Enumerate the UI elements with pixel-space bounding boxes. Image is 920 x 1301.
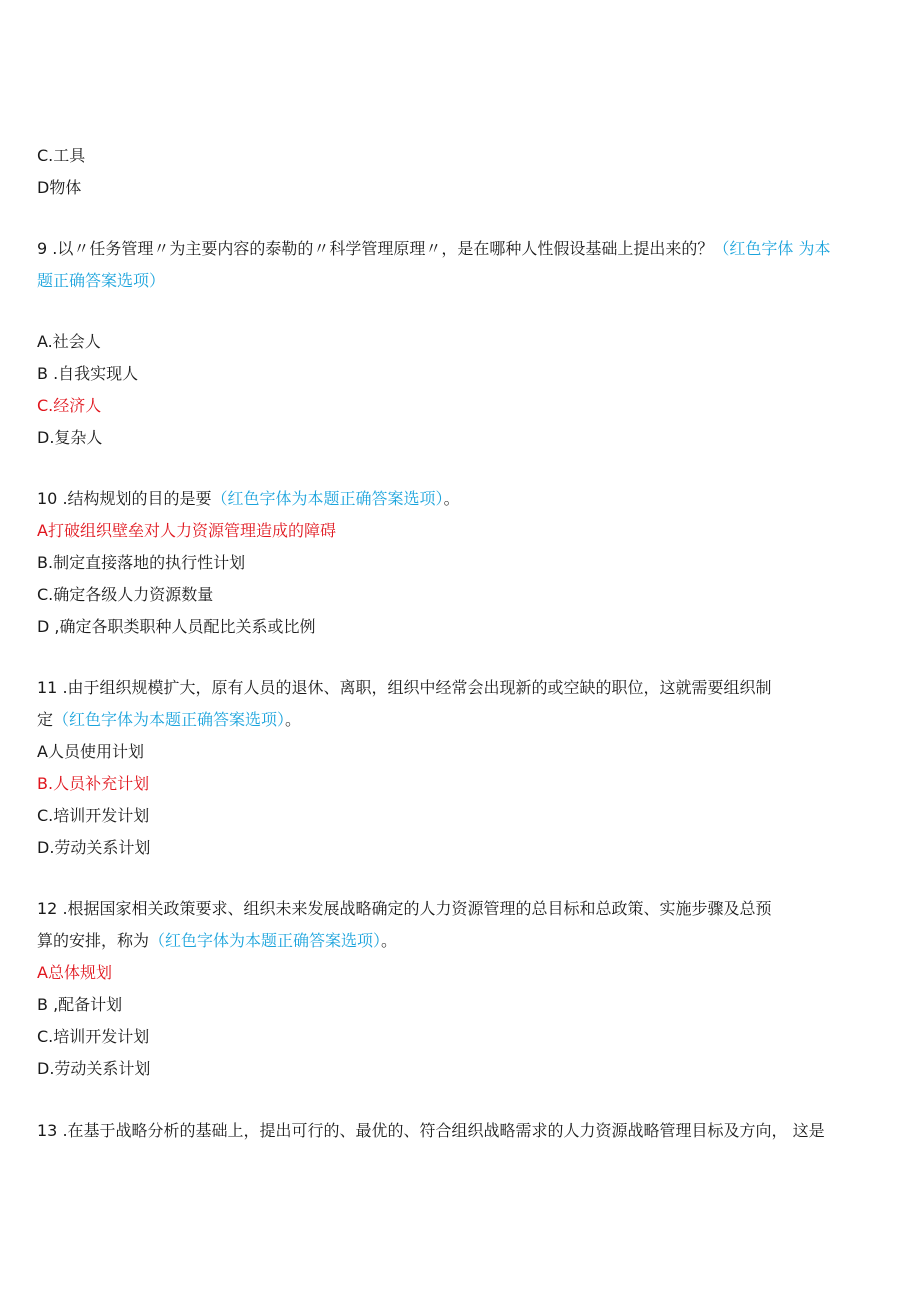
- q11-stem: .由于组织规模扩大，原有人员的退休、离职，组织中经常会出现新的或空缺的职位，这就需要组织制: [57, 678, 772, 697]
- q11-option-b-answer: B.人员补充计划: [37, 774, 150, 793]
- q12-end: 。: [381, 931, 398, 950]
- q9-option-c-answer: C.经济人: [37, 396, 102, 415]
- q12-hint: （红色字体为本题正确答案选项）: [149, 931, 382, 950]
- q12-option-d: D.劳动关系计划: [37, 1059, 151, 1078]
- q9-hint-continued: 题正确答案选项）: [37, 271, 166, 290]
- q11-question: [37, 677, 772, 699]
- q11-hint: （红色字体为本题正确答案选项）: [53, 710, 286, 729]
- q10-option-c: C.确定各级人力资源数量: [37, 585, 214, 604]
- q11-question-line2: [37, 709, 301, 731]
- q9-option-a: A.社会人: [37, 332, 101, 351]
- q8-option-c: C.工具: [37, 146, 86, 165]
- q11-option-c: C.培训开发计划: [37, 806, 150, 825]
- q9-option-b: B .自我实现人: [37, 364, 139, 383]
- q10-hint: （红色字体为本题正确答案选项）: [211, 489, 444, 508]
- q10-option-b: B.制定直接落地的执行性计划: [37, 553, 246, 572]
- q12-question: [37, 898, 772, 920]
- q12-option-b: B ,配备计划: [37, 995, 123, 1014]
- q12-stem: .根据国家相关政策要求、组织未来发展战略确定的人力资源管理的总目标和总政策、实施步骤及总预: [57, 899, 772, 918]
- q13-question: [37, 1120, 825, 1142]
- q10-end: 。: [443, 489, 460, 508]
- q11-option-a: A人员使用计划: [37, 742, 144, 761]
- q12-stem-continued: 算的安排，称为: [37, 931, 150, 950]
- q9-question: [37, 238, 830, 260]
- q9-hint: （红色字体 为本: [713, 239, 831, 258]
- q12-question-line2: [37, 930, 397, 952]
- q11-stem-continued: 定: [37, 710, 54, 729]
- q9-option-d: D.复杂人: [37, 428, 103, 447]
- q10-number: 10: [37, 489, 58, 508]
- q11-option-d: D.劳动关系计划: [37, 838, 151, 857]
- q13-stem: .在基于战略分析的基础上，提出可行的、最优的、符合组织战略需求的人力资源战略管理目标及方向， 这是: [57, 1121, 825, 1140]
- q12-option-a-answer: A总体规划: [37, 963, 112, 982]
- q12-option-c: C.培训开发计划: [37, 1027, 150, 1046]
- q11-number: 11: [37, 678, 58, 697]
- q12-number: 12: [37, 899, 58, 918]
- q10-option-d: D ,确定各职类职种人员配比关系或比例: [37, 617, 316, 636]
- q11-end: 。: [285, 710, 302, 729]
- q8-option-d: D物体: [37, 178, 82, 197]
- q9-number: 9: [37, 239, 48, 258]
- q10-option-a-answer: A打破组织壁垒对人力资源管理造成的障碍: [37, 521, 336, 540]
- q10-stem: .结构规划的目的是要: [57, 489, 212, 508]
- q10-question: [37, 488, 460, 510]
- q9-stem: .以〃任务管理〃为主要内容的泰勒的〃科学管理原理〃，是在哪种人性假设基础上提出来的？: [47, 239, 714, 258]
- q13-number: 13: [37, 1121, 58, 1140]
